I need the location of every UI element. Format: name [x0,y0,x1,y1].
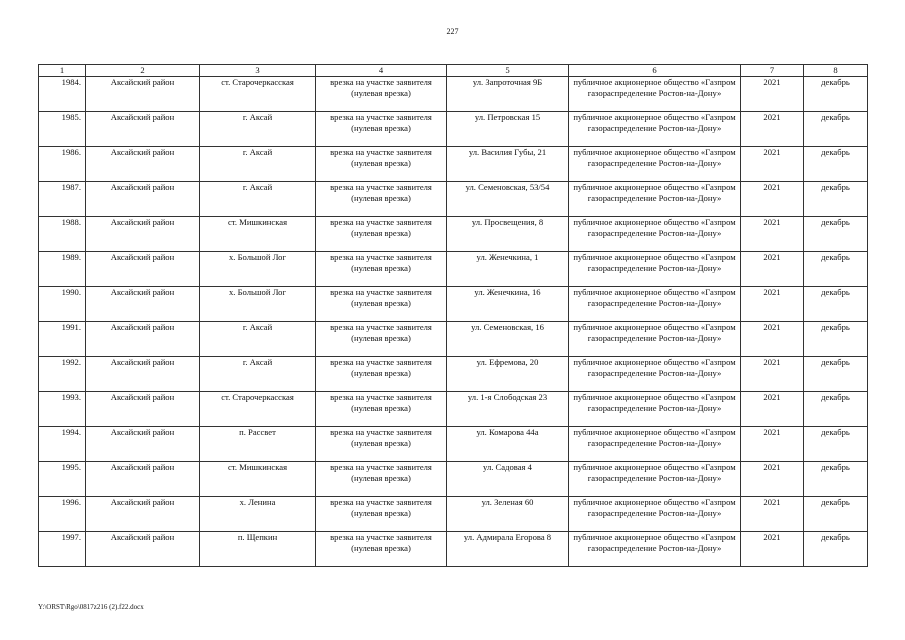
column-header: 4 [316,65,447,77]
address-cell: ул. Василия Губы, 21 [447,147,569,182]
organization-cell: публичное акционерное общество «Газпром газораспределение Ростов-на-Дону» [569,77,741,112]
table-row [39,392,868,427]
table-row [39,147,868,182]
month-cell: декабрь [804,77,868,112]
table-row [39,217,868,252]
settlement-cell: х. Большой Лог [200,287,316,322]
work-type-cell: врезка на участке заявителя (нулевая врезка) [316,182,447,217]
month-cell: декабрь [804,497,868,532]
settlement-cell: г. Аксай [200,112,316,147]
settlement-cell: г. Аксай [200,357,316,392]
month-cell: декабрь [804,532,868,567]
address-cell: ул. Женечкина, 16 [447,287,569,322]
organization-cell: публичное акционерное общество «Газпром газораспределение Ростов-на-Дону» [569,147,741,182]
row-number: 1996. [39,497,86,532]
district-cell: Аксайский район [86,252,200,287]
settlement-cell: ст. Мишкинская [200,462,316,497]
district-cell: Аксайский район [86,427,200,462]
month-cell: декабрь [804,217,868,252]
table-row [39,497,868,532]
settlement-cell: г. Аксай [200,182,316,217]
row-number: 1993. [39,392,86,427]
year-cell: 2021 [741,462,804,497]
year-cell: 2021 [741,147,804,182]
work-type-cell: врезка на участке заявителя (нулевая врезка) [316,147,447,182]
row-number: 1994. [39,427,86,462]
month-cell: декабрь [804,392,868,427]
year-cell: 2021 [741,287,804,322]
row-number: 1992. [39,357,86,392]
year-cell: 2021 [741,357,804,392]
document-table [38,64,868,567]
organization-cell: публичное акционерное общество «Газпром газораспределение Ростов-на-Дону» [569,322,741,357]
year-cell: 2021 [741,322,804,357]
row-number: 1985. [39,112,86,147]
work-type-cell: врезка на участке заявителя (нулевая врезка) [316,497,447,532]
year-cell: 2021 [741,112,804,147]
settlement-cell: г. Аксай [200,322,316,357]
month-cell: декабрь [804,147,868,182]
organization-cell: публичное акционерное общество «Газпром газораспределение Ростов-на-Дону» [569,252,741,287]
district-cell: Аксайский район [86,112,200,147]
district-cell: Аксайский район [86,357,200,392]
year-cell: 2021 [741,252,804,287]
work-type-cell: врезка на участке заявителя (нулевая врезка) [316,217,447,252]
organization-cell: публичное акционерное общество «Газпром газораспределение Ростов-на-Дону» [569,532,741,567]
settlement-cell: ст. Мишкинская [200,217,316,252]
district-cell: Аксайский район [86,322,200,357]
address-cell: ул. Комарова 44а [447,427,569,462]
settlement-cell: п. Щепкин [200,532,316,567]
row-number: 1984. [39,77,86,112]
district-cell: Аксайский район [86,392,200,427]
settlement-cell: г. Аксай [200,147,316,182]
settlement-cell: п. Рассвет [200,427,316,462]
work-type-cell: врезка на участке заявителя (нулевая врезка) [316,322,447,357]
month-cell: декабрь [804,322,868,357]
organization-cell: публичное акционерное общество «Газпром газораспределение Ростов-на-Дону» [569,392,741,427]
row-number: 1995. [39,462,86,497]
district-cell: Аксайский район [86,497,200,532]
address-cell: ул. Просвещения, 8 [447,217,569,252]
settlement-cell: ст. Старочеркасская [200,392,316,427]
page-number: 227 [446,27,459,36]
row-number: 1997. [39,532,86,567]
organization-cell: публичное акционерное общество «Газпром газораспределение Ростов-на-Дону» [569,287,741,322]
column-header: 5 [447,65,569,77]
table-header-row [39,65,868,77]
district-cell: Аксайский район [86,182,200,217]
footer-file-path: Y:\ORST\Rgo\0817z216 (2).f22.docx [38,603,144,611]
district-cell: Аксайский район [86,287,200,322]
column-header: 1 [39,65,86,77]
column-header: 2 [86,65,200,77]
table-row [39,252,868,287]
district-cell: Аксайский район [86,532,200,567]
year-cell: 2021 [741,182,804,217]
settlement-cell: ст. Старочеркасская [200,77,316,112]
column-header: 6 [569,65,741,77]
address-cell: ул. Зеленая 60 [447,497,569,532]
organization-cell: публичное акционерное общество «Газпром газораспределение Ростов-на-Дону» [569,357,741,392]
column-header: 8 [804,65,868,77]
organization-cell: публичное акционерное общество «Газпром газораспределение Ростов-на-Дону» [569,427,741,462]
organization-cell: публичное акционерное общество «Газпром газораспределение Ростов-на-Дону» [569,462,741,497]
organization-cell: публичное акционерное общество «Газпром газораспределение Ростов-на-Дону» [569,112,741,147]
address-cell: ул. 1-я Слободская 23 [447,392,569,427]
work-type-cell: врезка на участке заявителя (нулевая врезка) [316,287,447,322]
table-row [39,77,868,112]
month-cell: декабрь [804,112,868,147]
address-cell: ул. Петровская 15 [447,112,569,147]
organization-cell: публичное акционерное общество «Газпром газораспределение Ростов-на-Дону» [569,182,741,217]
month-cell: декабрь [804,462,868,497]
table-row [39,322,868,357]
year-cell: 2021 [741,392,804,427]
month-cell: декабрь [804,182,868,217]
address-cell: ул. Семеновская, 53/54 [447,182,569,217]
settlement-cell: х. Большой Лог [200,252,316,287]
month-cell: декабрь [804,357,868,392]
table-row [39,427,868,462]
work-type-cell: врезка на участке заявителя (нулевая врезка) [316,532,447,567]
work-type-cell: врезка на участке заявителя (нулевая врезка) [316,462,447,497]
district-cell: Аксайский район [86,217,200,252]
address-cell: ул. Семеновская, 16 [447,322,569,357]
address-cell: ул. Ефремова, 20 [447,357,569,392]
row-number: 1987. [39,182,86,217]
row-number: 1991. [39,322,86,357]
table-row [39,462,868,497]
work-type-cell: врезка на участке заявителя (нулевая врезка) [316,112,447,147]
settlement-cell: х. Ленина [200,497,316,532]
organization-cell: публичное акционерное общество «Газпром газораспределение Ростов-на-Дону» [569,217,741,252]
row-number: 1986. [39,147,86,182]
district-cell: Аксайский район [86,147,200,182]
row-number: 1990. [39,287,86,322]
address-cell: ул. Садовая 4 [447,462,569,497]
table-row [39,287,868,322]
table-row [39,357,868,392]
year-cell: 2021 [741,217,804,252]
year-cell: 2021 [741,427,804,462]
row-number: 1989. [39,252,86,287]
column-header: 7 [741,65,804,77]
table-row [39,182,868,217]
table-row [39,112,868,147]
district-cell: Аксайский район [86,462,200,497]
table-row [39,532,868,567]
work-type-cell: врезка на участке заявителя (нулевая врезка) [316,252,447,287]
year-cell: 2021 [741,497,804,532]
district-cell: Аксайский район [86,77,200,112]
work-type-cell: врезка на участке заявителя (нулевая врезка) [316,77,447,112]
month-cell: декабрь [804,427,868,462]
year-cell: 2021 [741,77,804,112]
work-type-cell: врезка на участке заявителя (нулевая врезка) [316,357,447,392]
column-header: 3 [200,65,316,77]
work-type-cell: врезка на участке заявителя (нулевая врезка) [316,427,447,462]
address-cell: ул. Адмирала Егорова 8 [447,532,569,567]
month-cell: декабрь [804,252,868,287]
work-type-cell: врезка на участке заявителя (нулевая врезка) [316,392,447,427]
row-number: 1988. [39,217,86,252]
address-cell: ул. Запроточная 9Б [447,77,569,112]
organization-cell: публичное акционерное общество «Газпром газораспределение Ростов-на-Дону» [569,497,741,532]
year-cell: 2021 [741,532,804,567]
address-cell: ул. Женечкина, 1 [447,252,569,287]
month-cell: декабрь [804,287,868,322]
